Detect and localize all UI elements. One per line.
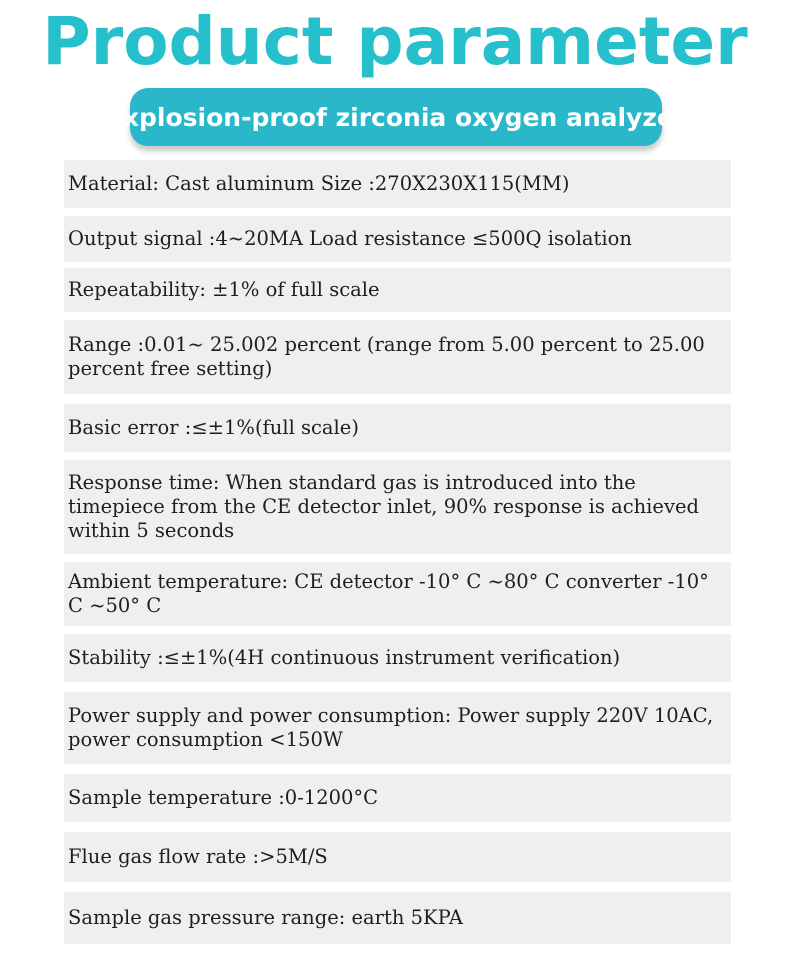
- param-text: Range :0.01~ 25.002 percent (range from 5.00 percent to 25.00 percent free setting): [68, 333, 705, 380]
- param-row-basic-error: [64, 404, 731, 452]
- param-text: Material: Cast aluminum Size :270X230X115(MM): [68, 172, 570, 195]
- param-text: Basic error :≤±1%(full scale): [68, 416, 359, 439]
- param-text: Sample gas pressure range: earth 5KPA: [68, 906, 463, 929]
- param-text: Stability :≤±1%(4H continuous instrument verification): [68, 646, 621, 669]
- param-text: Response time: When standard gas is introduced into the timepiece from the CE detector inlet, 90% response is achieved within 5 seconds: [68, 471, 699, 542]
- param-row-response-time: [64, 460, 731, 554]
- param-text: Ambient temperature: CE detector -10° C ~80° C converter -10° C ~50° C: [68, 570, 709, 617]
- param-row-output-signal: [64, 216, 731, 262]
- param-row-sample-gas-pressure: [64, 892, 731, 944]
- page-title: Product parameter: [42, 3, 748, 80]
- param-text: Output signal :4~20MA Load resistance ≤500Q isolation: [68, 227, 632, 250]
- param-text: Repeatability: ±1% of full scale: [68, 278, 380, 301]
- param-row-repeatability: [64, 268, 731, 312]
- param-row-ambient-temperature: [64, 562, 731, 626]
- product-name: Explosion-proof zirconia oxygen analyzer: [105, 102, 687, 132]
- param-text: Flue gas flow rate :>5M/S: [68, 845, 328, 868]
- param-text: Sample temperature :0-1200°C: [68, 786, 379, 809]
- param-row-flue-gas-flow-rate: [64, 832, 731, 882]
- param-row-sample-temperature: [64, 774, 731, 822]
- param-row-material: [64, 160, 731, 208]
- param-row-power-supply: [64, 692, 731, 764]
- param-text: Power supply and power consumption: Power supply 220V 10AC, power consumption <150W: [68, 704, 714, 751]
- param-row-range: [64, 320, 731, 394]
- param-row-stability: [64, 634, 731, 682]
- product-name-banner: [105, 88, 687, 146]
